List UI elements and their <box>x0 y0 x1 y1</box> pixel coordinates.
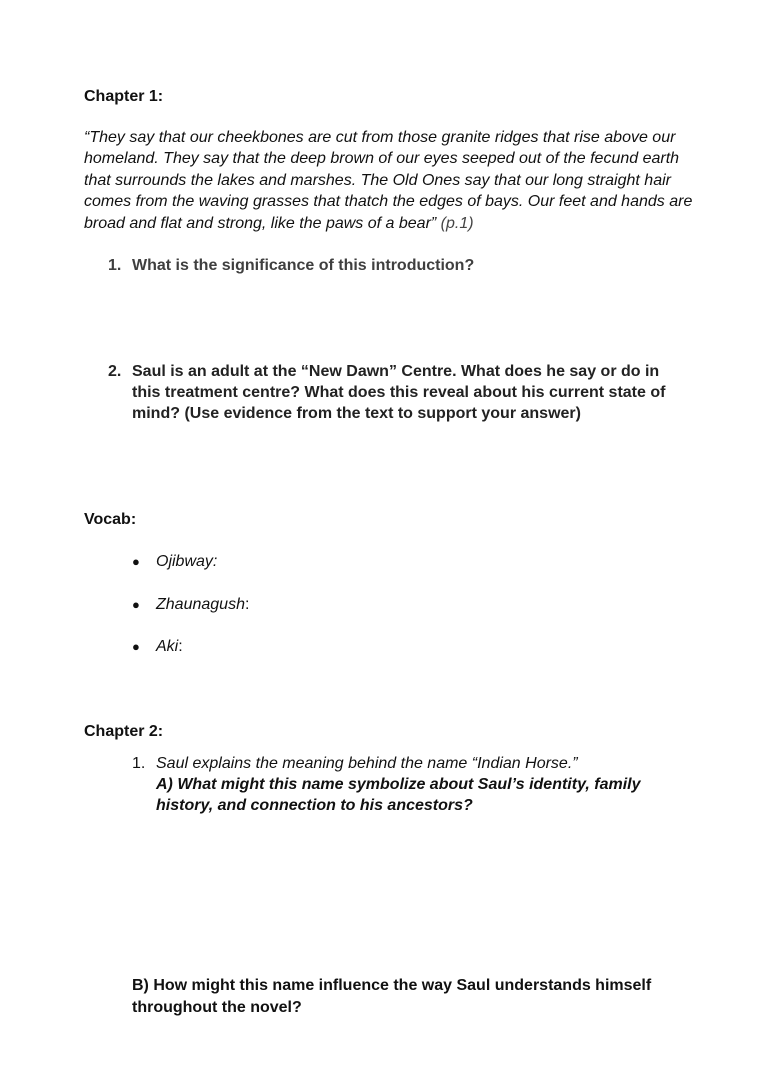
chapter1-heading: Chapter 1: <box>84 88 164 105</box>
vocab-term: Zhaunagush <box>156 596 245 613</box>
bullet-icon: ● <box>132 639 140 654</box>
chapter1-quote <box>84 127 694 234</box>
vocab-colon: : <box>244 596 250 613</box>
vocab-heading: Vocab: <box>84 511 137 528</box>
question-2-number: 2. <box>108 363 122 380</box>
chapter2-question-1-part-a: A) What might this name symbolize about Saul’s identity, family history, and connection to his ancestors? <box>156 776 641 815</box>
question-1-number: 1. <box>108 257 122 274</box>
question-2-text: Saul is an adult at the “New Dawn” Centre. What does he say or do in this treatment centre? What does this reveal about his current state of mind? (Use evidence from the text to support your answer) <box>132 363 666 423</box>
vocab-term: Ojibway: <box>156 553 218 570</box>
question-1-text: What is the significance of this introduction? <box>132 257 475 274</box>
chapter2-heading: Chapter 2: <box>84 723 164 740</box>
bullet-icon: ● <box>132 554 140 569</box>
chapter2-part-b: B) How might this name influence the way Saul understands himself throughout the novel? <box>132 977 652 1016</box>
chapter2-question-1-number: 1. <box>132 755 146 772</box>
chapter2-question-1 <box>156 753 676 817</box>
list-item <box>132 636 183 657</box>
list-item <box>132 594 249 615</box>
chapter2-question-1-intro: Saul explains the meaning behind the name “Indian Horse.” <box>156 755 578 772</box>
bullet-icon: ● <box>132 597 140 612</box>
list-item <box>132 551 217 572</box>
vocab-colon: : <box>178 638 183 655</box>
quote-page-ref: (p.1) <box>440 214 474 232</box>
vocab-term: Aki <box>156 638 179 655</box>
quote-text: “They say that our cheekbones are cut from those granite ridges that rise above our homeland. They say that the deep brown of our eyes seeped out of the fecund earth that surrounds the lakes and marshes. The Old Ones say that our long straight hair comes from the waving grasses that thatch the edges of bays. Our feet and hands are broad and flat and strong, like the paws of a bear” <box>84 129 693 232</box>
